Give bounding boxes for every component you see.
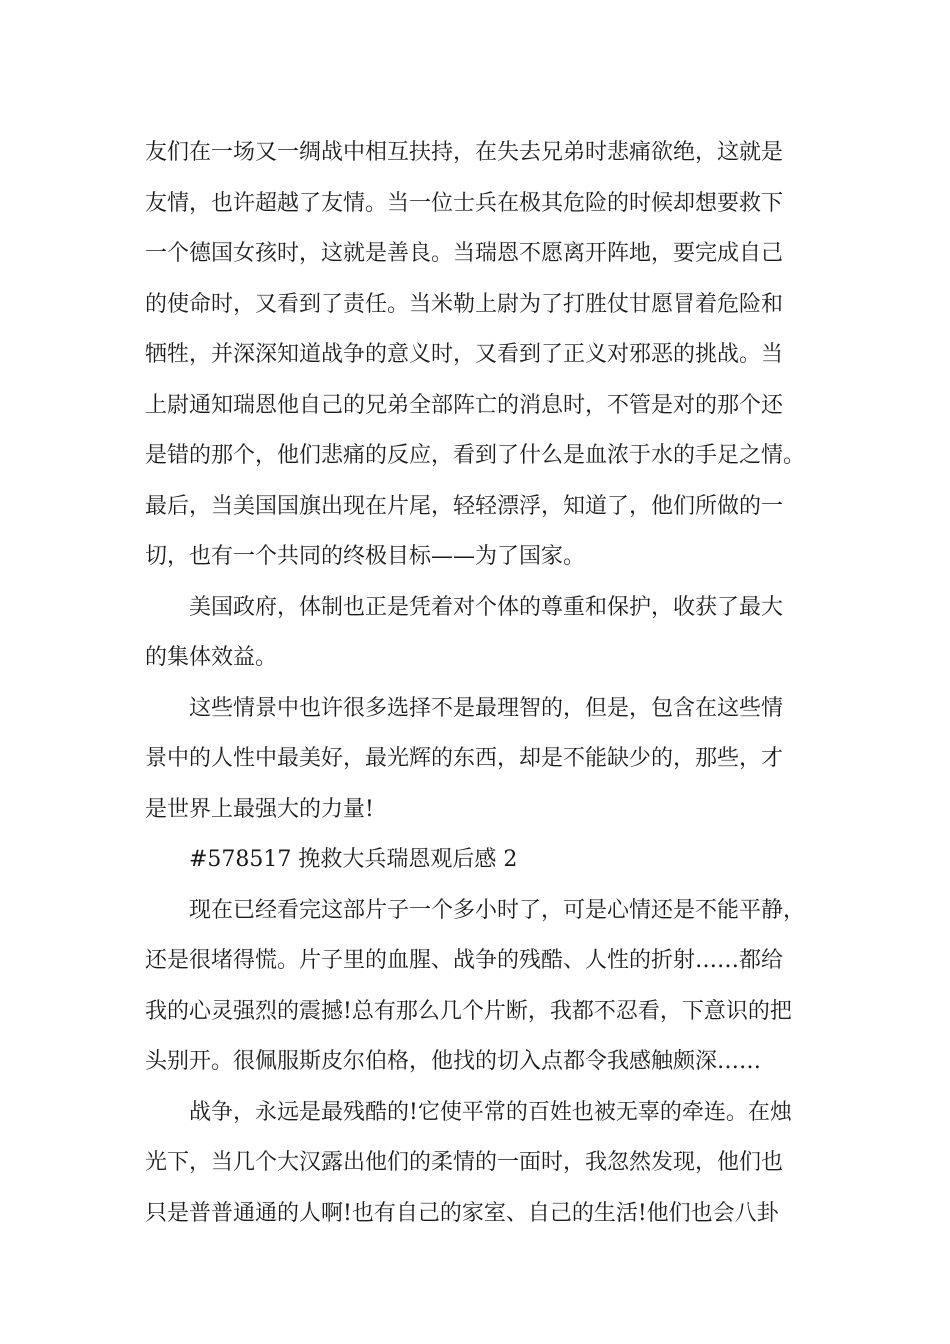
section-heading: #578517 挽救大兵瑞恩观后感 2	[189, 847, 518, 872]
text-line: 一个德国女孩时，这就是善良。当瑞恩不愿离开阵地，要完成自己	[145, 241, 784, 266]
text-line: 我的心灵强烈的震撼!总有那么几个片断，我都不忍看，下意识的把	[145, 998, 792, 1024]
paragraph-start-line: 美国政府，体制也正是凭着对个体的尊重和保护，收获了最大	[189, 594, 784, 620]
text-line: 牺牲，并深深知道战争的意义时，又看到了正义对邪恶的挑战。当	[145, 342, 784, 367]
text-line: 是世界上最强大的力量!	[145, 796, 374, 822]
text-line: 只是普普通通的人啊!也有自己的家室、自己的生活!他们也会八卦	[145, 1200, 779, 1226]
paragraph-start-line: 现在已经看完这部片子一个多小时了，可是心情还是不能平静，	[189, 897, 806, 923]
text-line: 光下，当几个大汉露出他们的柔情的一面时，我忽然发现，他们也	[145, 1150, 784, 1175]
text-line: 最后，当美国国旗出现在片尾，轻轻漂浮，知道了，他们所做的一	[145, 493, 784, 519]
text-line: 友们在一场又一绸战中相互扶持，在失去兄弟时悲痛欲绝，这就是	[145, 140, 784, 165]
paragraph-start-line: 战争，永远是最残酷的!它使平常的百姓也被无辜的牵连。在烛	[189, 1099, 792, 1125]
text-line: 是错的那个，他们悲痛的反应，看到了什么是血浓于水的手足之情。	[145, 443, 806, 468]
text-line: 切，也有一个共同的终极目标——为了国家。	[145, 544, 586, 569]
text-line: 友情，也许超越了友情。当一位士兵在极其危险的时候却想要救下	[145, 190, 784, 216]
text-line: 还是很堵得慌。片子里的血腥、战争的残酷、人性的折射……都给	[145, 948, 784, 973]
text-line: 的使命时，又看到了责任。当米勒上尉为了打胜仗甘愿冒着危险和	[145, 291, 784, 317]
text-line: 头别开。很佩服斯皮尔伯格，他找的切入点都令我感触颇深……	[145, 1049, 762, 1074]
text-line: 的集体效益。	[145, 645, 278, 670]
text-line: 上尉通知瑞恩他自己的兄弟全部阵亡的消息时，不管是对的那个还	[145, 392, 784, 418]
document-body	[145, 128, 817, 1239]
text-line: 景中的人性中最美好，最光辉的东西，却是不能缺少的，那些，才	[145, 746, 784, 771]
paragraph-start-line: 这些情景中也许很多选择不是最理智的，但是，包含在这些情	[189, 695, 784, 721]
